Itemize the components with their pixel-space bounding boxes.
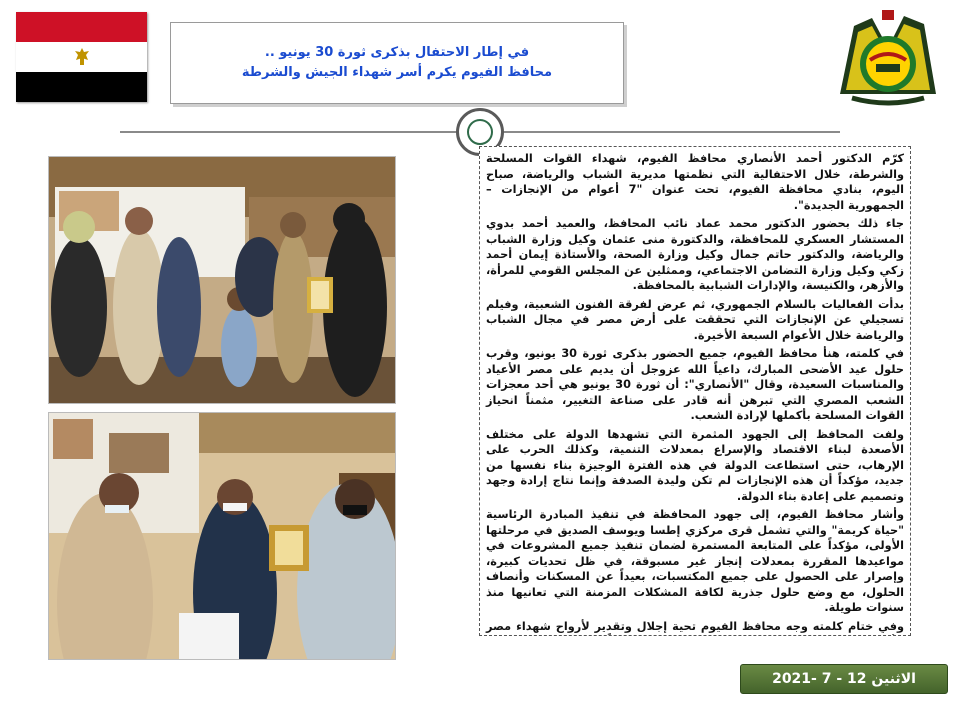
article-paragraph: ولفت المحافظ إلى الجهود المثمرة التي تشهدها الدولة على مختلف الأصعدة لبناء الاقتصاد والإسراع بمعدلات التنمية، وكذلك الحرب على الإرهاب، حتى استطاعت الدولة في هذه الفترة الوجيزة بناء نفسها من جديد، مؤكداً أن هذه الإنجازات لم تكن وليدة الصدفة وإنما نتاج إرادة وجهد وتصميم على إعادة بناء الدولة. bbox=[486, 427, 904, 503]
date-text: الاثنين 12 - 7 -2021 bbox=[772, 671, 916, 687]
date-bar bbox=[740, 664, 948, 694]
flag-black-band bbox=[16, 72, 147, 102]
event-photo-2 bbox=[48, 412, 396, 660]
article-body bbox=[479, 146, 911, 636]
headline-line-2: محافظ الفيوم يكرم أسر شهداء الجيش والشرطة bbox=[241, 65, 553, 80]
article-paragraph: في كلمته، هنأ محافظ الفيوم، جميع الحضور بذكرى ثورة 30 يونيو، وقرب حلول عيد الأضحى المبارك، داعياً الله عزوجل أن يديم على مصر الأعياد والمناسبات السعيدة، وقال "الأنصاري": أن ثورة 30 يونيو هي أحد معجزات الشعب المصري التي تبرهن أنه قادر على صناعة التغيير، مثمناً انحياز القوات المسلحة بأكملها لإرادة الشعب. bbox=[486, 347, 905, 422]
headline-line-1: في إطار الاحتفال بذكرى ثورة 30 يونيو .. bbox=[264, 45, 530, 60]
fayoum-governorate-logo bbox=[832, 8, 944, 112]
event-photo-2-image bbox=[49, 413, 395, 659]
flag-white-band bbox=[16, 42, 147, 72]
article-paragraph: جاء ذلك بحضور الدكتور محمد عماد نائب المحافظ، والعميد أحمد بدوي المستشار العسكري للمحافظة، والدكتورة منى عثمان وكيل وزارة الشباب والرياضة، والدكتور حاتم جمال وكيل وزارة الصحة، والأستاذة إيمان أحمد زكي وكيل وزارة التضامن الاجتماعي، وممثلين عن المجلس القومي للمرأة، والأزهر، والكنيسة، والإدارات الشبابية بالمحافظة. bbox=[486, 217, 904, 292]
circle-ornament-inner bbox=[467, 119, 493, 145]
article-paragraph: وأشار محافظ الفيوم، إلى جهود المحافظة في تنفيذ المبادرة الرئاسية "حياة كريمة" والتي تشمل قرى مركزي إطسا ويوسف الصديق في مرحلتها الأولى، مؤكداً على المتابعة المستمرة لضمان تنفيذ جميع المشروعات في مواعيدها المقررة بمعدلات إنجاز غير مسبوقة، في ظل تحديات كبيرة، وإصرار على الحصول على جميع المكتسبات، بعيداً عن المسكنات وأنصاف الحلول، مع وضع حلول جذرية لكافة المشكلات المزمنة التي تعانيها منذ سنوات طويلة. bbox=[486, 508, 904, 614]
event-photo-1-image bbox=[49, 157, 395, 403]
article-paragraph: بدأت الفعاليات بالسلام الجمهوري، ثم عرض لفرقة الفنون الشعبية، وفيلم تسجيلي عن الإنجازات التي تحققت على أرض مصر في مجال الشباب والرياضة خلال الأعوام السبعة الأخيرة. bbox=[486, 297, 904, 342]
event-photo-1 bbox=[48, 156, 396, 404]
headline-box bbox=[170, 22, 624, 104]
flag-red-band bbox=[16, 12, 147, 42]
article-paragraph: وفي ختام كلمته وجه محافظ الفيوم تحية إجلال وتقدير لأرواح شهداء مصر bbox=[486, 619, 904, 633]
article-paragraph: كرّم الدكتور أحمد الأنصاري محافظ الفيوم، شهداء القوات المسلحة والشرطة، خلال الاحتفالية التي نظمتها مديرية الشباب والرياضة، صباح اليوم، بنادي محافظة الفيوم، تحت عنوان "7 أعوام من الإنجازات – الجمهورية الجديدة". bbox=[486, 152, 904, 212]
egypt-flag-icon bbox=[16, 12, 147, 102]
eagle-icon bbox=[71, 46, 93, 68]
